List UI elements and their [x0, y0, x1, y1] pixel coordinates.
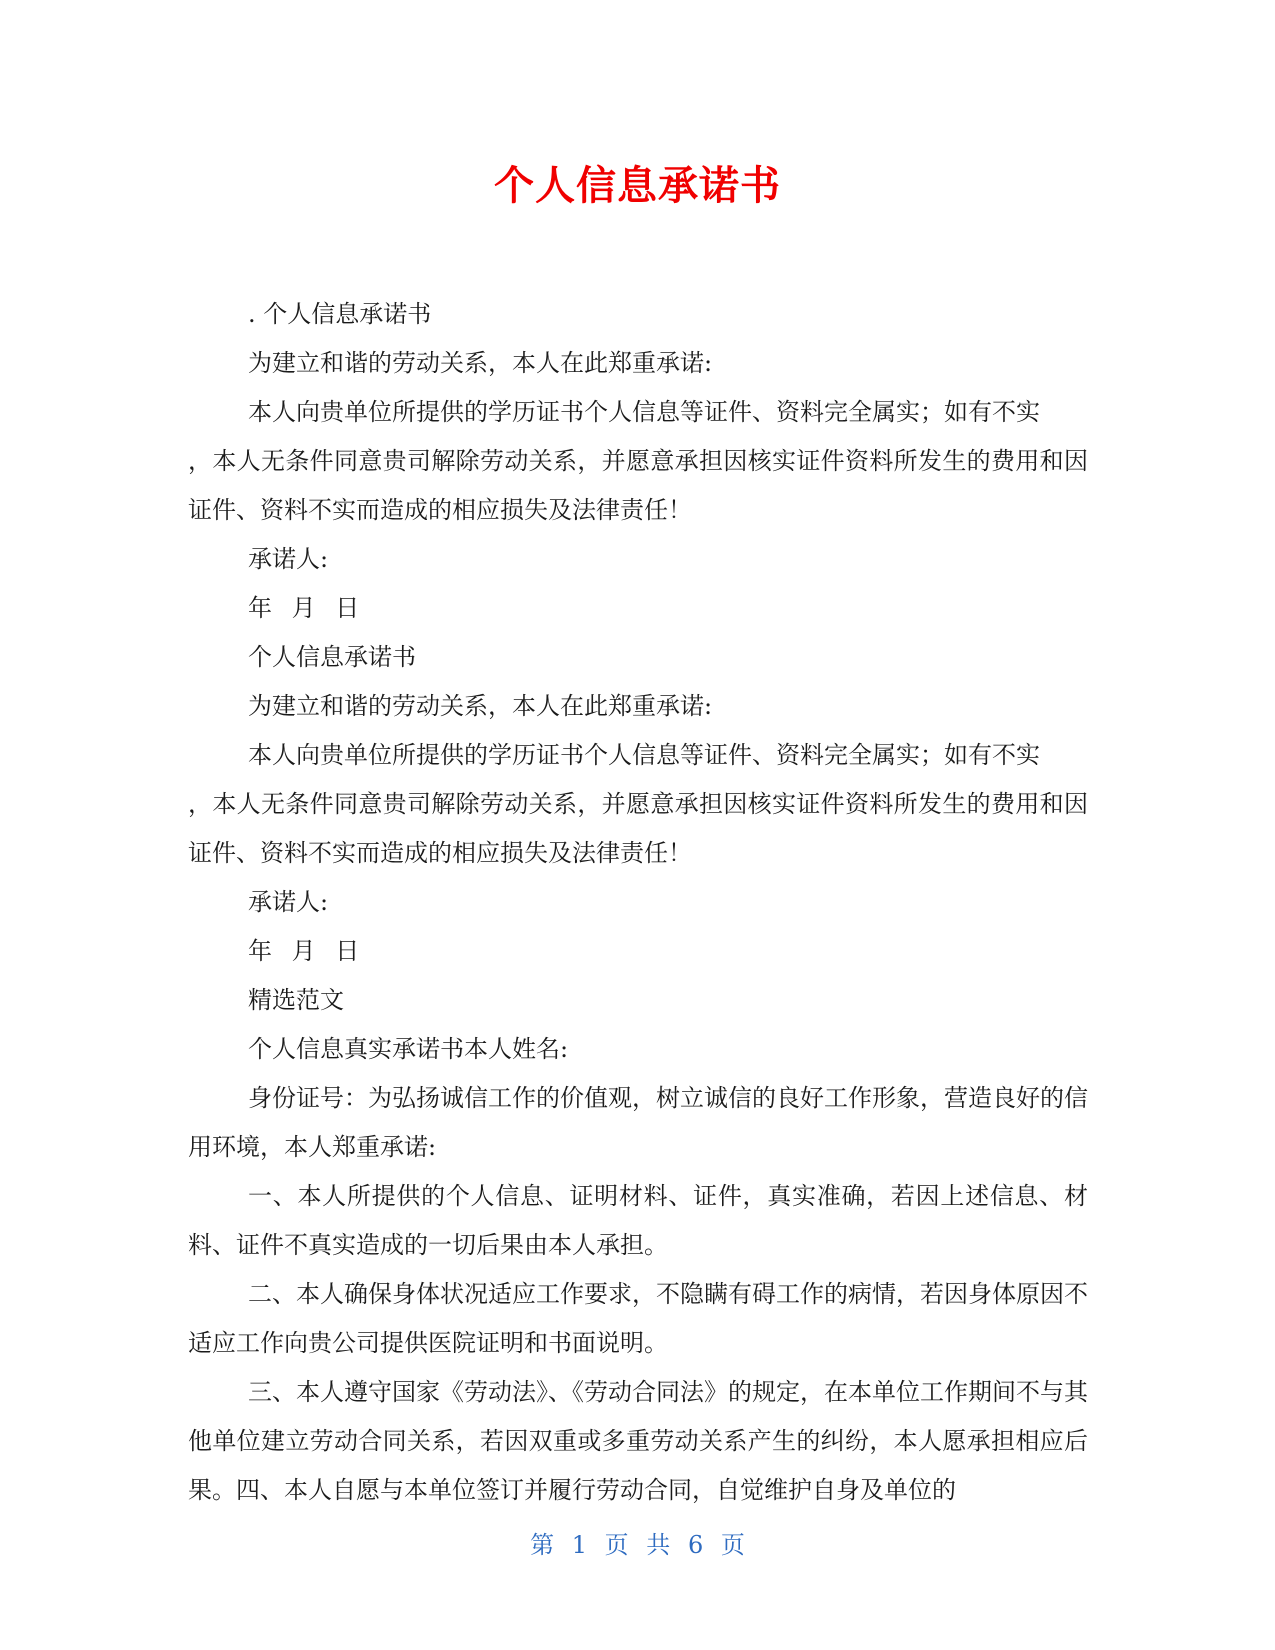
paragraph: 二、本人确保身体状况适应工作要求，不隐瞒有碍工作的病情，若因身体原因不适应工作向贵公司提供医院证明和书面说明。: [188, 1280, 1088, 1357]
document-title: 个人信息承诺书: [494, 163, 781, 209]
paragraph: 一、本人所提供的个人信息、证明材料、证件，真实准确，若因上述信息、材料、证件不真实造成的一切后果由本人承担。: [188, 1182, 1088, 1259]
paragraph: 三、本人遵守国家《劳动法》、《劳动合同法》的规定，在本单位工作期间不与其他单位建立劳动合同关系，若因双重或多重劳动关系产生的纠纷，本人愿承担相应后果。四、本人自愿与本单位签订并履行劳动合同，自觉维护自身及单位的: [188, 1378, 1088, 1504]
paragraph: 为建立和谐的劳动关系，本人在此郑重承诺:: [248, 349, 713, 377]
signer-label: 承诺人:: [248, 888, 329, 916]
paragraph: ，本人无条件同意贵司解除劳动关系，并愿意承担因核实证件资料所发生的费用和因证件、资料不实而造成的相应损失及法律责任！: [188, 790, 1088, 867]
paragraph: 身份证号：为弘扬诚信工作的价值观，树立诚信的良好工作形象，营造良好的信用环境，本人郑重承诺:: [188, 1084, 1088, 1161]
document-body: [188, 290, 1088, 1515]
paragraph: . 个人信息承诺书: [248, 300, 432, 328]
paragraph: 为建立和谐的劳动关系，本人在此郑重承诺:: [248, 692, 713, 720]
date-line: 年 月 日: [248, 937, 360, 965]
paragraph: 本人向贵单位所提供的学历证书个人信息等证件、资料完全属实；如有不实: [248, 398, 1040, 426]
signer-label: 承诺人:: [248, 545, 329, 573]
paragraph: 个人信息真实承诺书本人姓名:: [248, 1035, 569, 1063]
paragraph: ，本人无条件同意贵司解除劳动关系，并愿意承担因核实证件资料所发生的费用和因证件、资料不实而造成的相应损失及法律责任！: [188, 447, 1088, 524]
paragraph: 个人信息承诺书: [248, 643, 416, 671]
paragraph: 精选范文: [248, 986, 344, 1014]
paragraph: 本人向贵单位所提供的学历证书个人信息等证件、资料完全属实；如有不实: [248, 741, 1040, 769]
date-line: 年 月 日: [248, 594, 360, 622]
page-number-footer: 第 1 页 共 6 页: [530, 1531, 745, 1559]
